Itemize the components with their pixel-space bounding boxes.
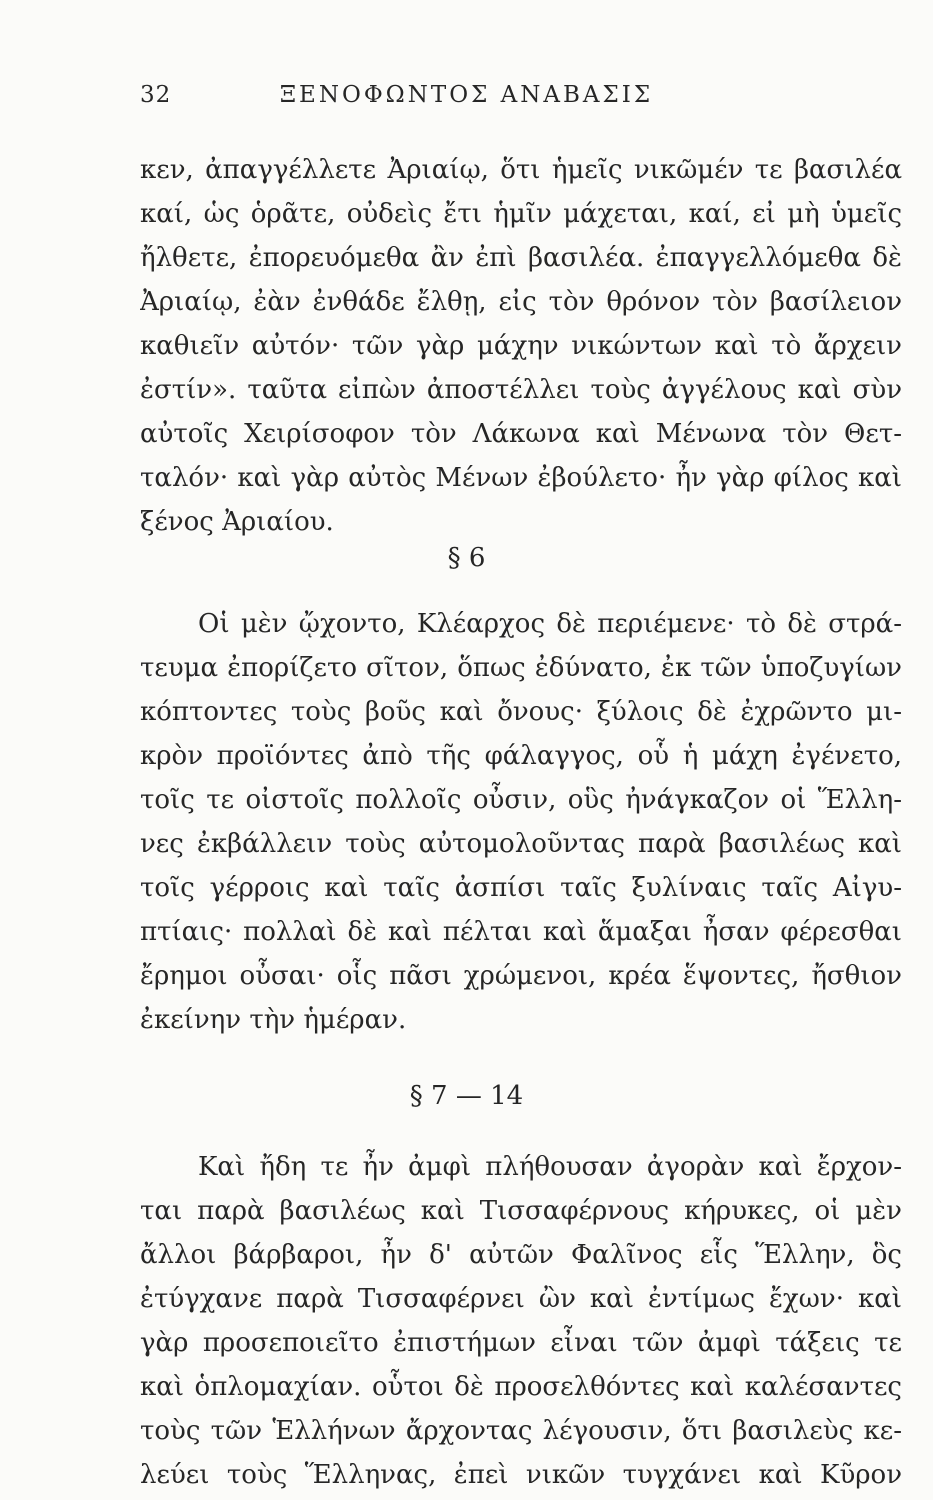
- text-line: ἄλλοι βάρβαροι, ἦν δ' αὐτῶν Φαλῖνος εἷς Ἕλλην, ὃς: [140, 1240, 902, 1270]
- section-heading: § 6: [447, 543, 486, 573]
- text-line: λεύει τοὺς Ἕλληνας, ἐπεὶ νικῶν τυγχάνει καὶ Κῦρον: [140, 1460, 902, 1490]
- text-line: Ἀριαίῳ, ἐὰν ἐνθάδε ἔλθῃ, εἰς τὸν θρόνον τὸν βασίλειον: [140, 287, 902, 317]
- section-heading: § 7 — 14: [409, 1081, 524, 1111]
- text-line: ξένος Ἀριαίου.: [140, 507, 334, 537]
- page-header: [0, 82, 933, 118]
- text-line: νες ἐκβάλλειν τοὺς αὐτομολοῦντας παρὰ βασιλέως καὶ: [140, 829, 902, 859]
- text-line: καὶ ὁπλομαχίαν. οὗτοι δὲ προσελθόντες καὶ καλέσαντες: [140, 1372, 902, 1402]
- text-line: Καὶ ἤδη τε ἦν ἀμφὶ πλήθουσαν ἀγορὰν καὶ ἔρχον-: [198, 1152, 902, 1182]
- text-line: ἐκείνην τὴν ἡμέραν.: [140, 1005, 407, 1035]
- text-line: καί, ὡς ὁρᾶτε, οὐδεὶς ἔτι ἡμῖν μάχεται, καί, εἰ μὴ ὑμεῖς: [140, 199, 902, 229]
- text-line: ται παρὰ βασιλέως καὶ Τισσαφέρνους κήρυκες, οἱ μὲν: [140, 1196, 902, 1226]
- text-line: γὰρ προσεποιεῖτο ἐπιστήμων εἶναι τῶν ἀμφὶ τάξεις τε: [140, 1328, 902, 1358]
- text-line: Οἱ μὲν ᾤχοντο, Κλέαρχος δὲ περιέμενε· τὸ δὲ στρά-: [198, 609, 902, 639]
- text-line: τοῖς τε οἰστοῖς πολλοῖς οὖσιν, οὓς ἠνάγκαζον οἱ Ἕλλη-: [140, 785, 902, 815]
- page-number: 32: [140, 82, 172, 108]
- text-line: ταλόν· καὶ γὰρ αὐτὸς Μένων ἐβούλετο· ἦν γὰρ φίλος καὶ: [140, 463, 902, 493]
- text-line: αὐτοῖς Χειρίσοφον τὸν Λάκωνα καὶ Μένωνα τὸν Θετ-: [140, 419, 902, 449]
- text-line: τοὺς τῶν Ἑλλήνων ἄρχοντας λέγουσιν, ὅτι βασιλεὺς κε-: [140, 1416, 902, 1446]
- text-line: τευμα ἐπορίζετο σῖτον, ὅπως ἐδύνατο, ἐκ τῶν ὑποζυγίων: [140, 653, 902, 683]
- text-line: κρὸν προϊόντες ἀπὸ τῆς φάλαγγος, οὗ ἡ μάχη ἐγένετο,: [140, 741, 902, 771]
- text-line: κόπτοντες τοὺς βοῦς καὶ ὄνους· ξύλοις δὲ ἐχρῶντο μι-: [140, 697, 902, 727]
- text-line: ἔρημοι οὖσαι· οἷς πᾶσι χρώμενοι, κρέα ἕψοντες, ἤσθιον: [140, 961, 902, 991]
- text-line: πτίαις· πολλαὶ δὲ καὶ πέλται καὶ ἅμαξαι ἦσαν φέρεσθαι: [140, 917, 902, 947]
- text-line: ἐστίν». ταῦτα εἰπὼν ἀποστέλλει τοὺς ἀγγέλους καὶ σὺν: [140, 375, 902, 405]
- text-line: ἤλθετε, ἐπορευόμεθα ἂν ἐπὶ βασιλέα. ἐπαγγελλόμεθα δὲ: [140, 243, 902, 273]
- text-line: κεν, ἀπαγγέλλετε Ἀριαίῳ, ὅτι ἡμεῖς νικῶμέν τε βασιλέα: [140, 155, 902, 185]
- text-line: ἐτύγχανε παρὰ Τισσαφέρνει ὢν καὶ ἐντίμως ἔχων· καὶ: [140, 1284, 902, 1314]
- text-line: καθιεῖν αὐτόν· τῶν γὰρ μάχην νικώντων καὶ τὸ ἄρχειν: [140, 331, 902, 361]
- running-head: ΞΕΝΟΦΩΝΤΟΣ ΑΝΑΒΑΣΙΣ: [279, 82, 654, 108]
- text-line: τοῖς γέρροις καὶ ταῖς ἀσπίσι ταῖς ξυλίναις ταῖς Αἰγυ-: [140, 873, 902, 903]
